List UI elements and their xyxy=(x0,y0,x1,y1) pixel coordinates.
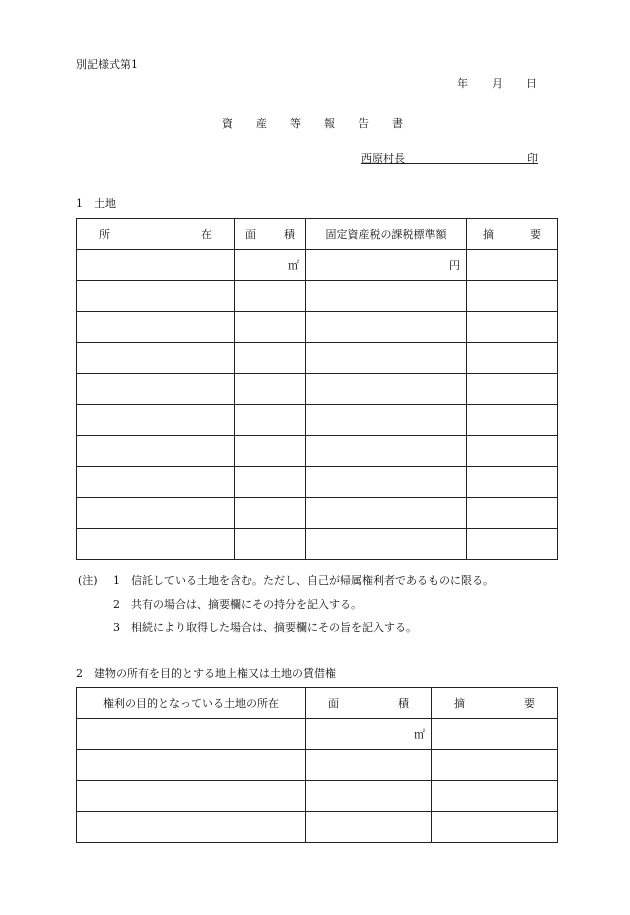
form-code: 別記様式第1 xyxy=(76,58,138,71)
table-row xyxy=(77,281,558,312)
note-item: 2 共有の場合は、摘要欄にその持分を記入する。 xyxy=(113,598,362,611)
header-land-location: 権利の目的となっている土地の所在 xyxy=(77,688,306,719)
land-table-header xyxy=(77,219,558,250)
table-row xyxy=(77,498,558,529)
table-row xyxy=(77,467,558,498)
recipient-name: 西原村長 xyxy=(361,152,405,165)
header-tax-value: 固定資産税の課税標準額 xyxy=(306,219,467,250)
table-row xyxy=(77,405,558,436)
table-row xyxy=(77,250,558,281)
leasehold-table xyxy=(76,687,558,843)
title-char: 等 xyxy=(290,117,301,130)
date-year: 年 xyxy=(457,77,468,90)
date-month: 月 xyxy=(492,77,503,90)
header-remarks: 摘 要 xyxy=(432,688,558,719)
area-unit: ㎡ xyxy=(235,250,306,281)
table-row xyxy=(77,719,558,750)
note-item: 3 相続により取得した場合は、摘要欄にその旨を記入する。 xyxy=(113,621,417,634)
table-row xyxy=(77,374,558,405)
notes-label: (注) xyxy=(78,574,98,587)
yen-unit: 円 xyxy=(306,250,467,281)
date-day: 日 xyxy=(526,77,537,90)
note-item: 1 信託している土地を含む。ただし、自己が帰属権利者であるものに限る。 xyxy=(113,574,494,587)
header-remarks: 摘 要 xyxy=(467,219,558,250)
seal-mark: 印 xyxy=(527,152,538,165)
header-location: 所 在 xyxy=(77,219,235,250)
header-area: 面 積 xyxy=(235,219,306,250)
section1-heading: 1 土地 xyxy=(76,197,116,210)
title-char: 書 xyxy=(392,117,403,130)
title-char: 報 xyxy=(324,117,335,130)
table-row xyxy=(77,312,558,343)
table-row xyxy=(77,436,558,467)
title-char: 資 xyxy=(222,117,233,130)
table-row xyxy=(77,812,558,843)
table-row xyxy=(77,781,558,812)
leasehold-table-header xyxy=(77,688,558,719)
table-row xyxy=(77,750,558,781)
table-row xyxy=(77,529,558,560)
table-row xyxy=(77,343,558,374)
recipient-underline xyxy=(361,163,538,164)
title-char: 産 xyxy=(256,117,267,130)
title-char: 告 xyxy=(358,117,369,130)
section2-heading: 2 建物の所有を目的とする地上権又は土地の賃借権 xyxy=(76,667,336,680)
area-unit: ㎡ xyxy=(306,719,432,750)
header-area: 面 積 xyxy=(306,688,432,719)
land-table xyxy=(76,218,558,560)
